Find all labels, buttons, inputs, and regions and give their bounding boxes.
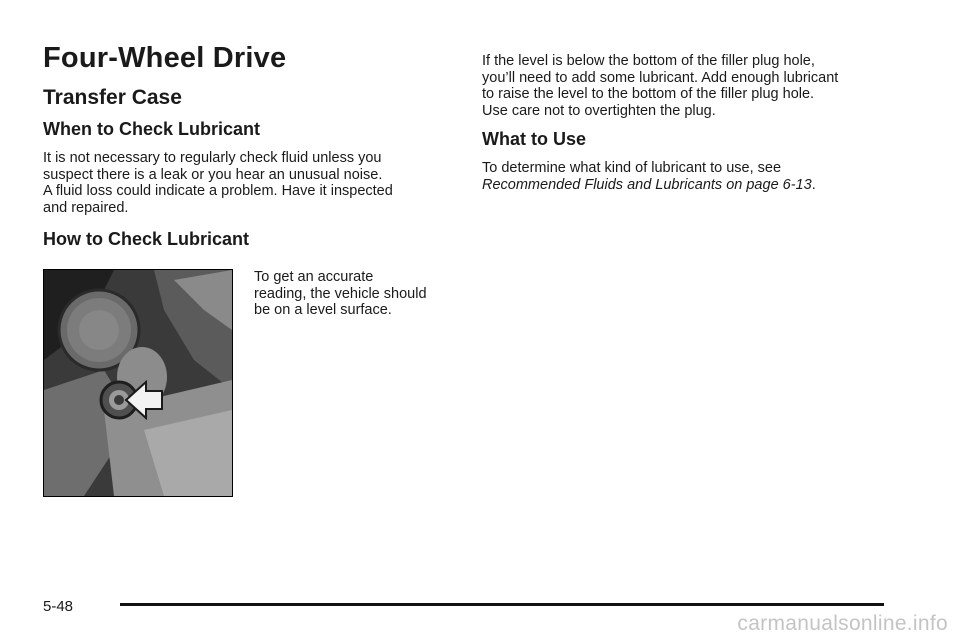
when-to-check-paragraph	[43, 150, 453, 216]
text-line	[482, 177, 902, 194]
cross-reference-link[interactable]: Recommended Fluids and Lubricants on page 6-13	[482, 176, 812, 193]
what-to-use-heading: What to Use	[482, 129, 587, 149]
when-to-check-heading: When to Check Lubricant	[43, 119, 261, 139]
page-number: 5-48	[43, 598, 74, 615]
filler-plug-photo	[43, 269, 233, 497]
text-line: To get an accurate	[254, 269, 374, 285]
text-line: be on a level surface.	[254, 302, 392, 319]
text-line: reading, the vehicle should	[254, 285, 427, 302]
text-line: A fluid loss could indicate a problem. Have it inspected	[43, 183, 393, 200]
text-line: To determine what kind of lubricant to use, see	[482, 160, 782, 176]
text-line: you’ll need to add some lubricant. Add enough lubricant	[482, 69, 839, 86]
how-to-check-paragraph	[254, 269, 454, 319]
footer-rule	[120, 603, 884, 606]
how-to-check-heading: How to Check Lubricant	[43, 229, 250, 249]
text-line: If the level is below the bottom of the filler plug hole,	[482, 53, 815, 69]
text-line: suspect there is a leak or you hear an unusual noise.	[43, 166, 383, 183]
what-to-use-paragraph	[482, 160, 902, 193]
transfer-case-illustration	[44, 270, 232, 496]
page-title: Four-Wheel Drive	[43, 42, 287, 74]
watermark-text: carmanualsonline.info	[737, 612, 948, 635]
text-line: It is not necessary to regularly check fluid unless you	[43, 150, 382, 166]
fill-level-paragraph	[482, 53, 902, 119]
sentence-period: .	[811, 176, 816, 193]
text-line: to raise the level to the bottom of the filler plug hole.	[482, 86, 815, 103]
section-heading: Transfer Case	[43, 86, 182, 109]
text-line: Use care not to overtighten the plug.	[482, 102, 716, 119]
text-line: and repaired.	[43, 199, 129, 216]
